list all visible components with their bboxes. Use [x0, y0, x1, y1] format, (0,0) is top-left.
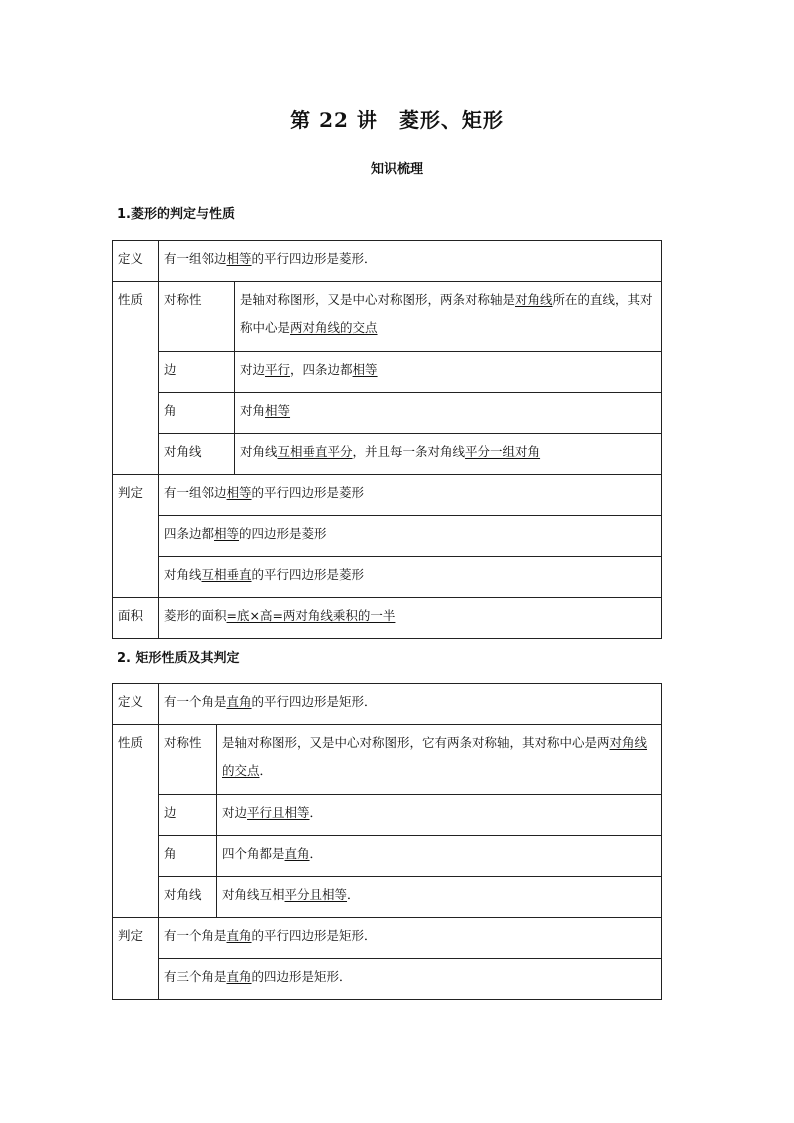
- diagonal-text: 对角线互相平分且相等．: [217, 877, 662, 918]
- side-text: 对边平行，四条边都相等: [235, 352, 662, 393]
- table-row: [113, 877, 662, 918]
- property-label: 性质: [113, 282, 159, 475]
- table-row: [113, 352, 662, 393]
- side-label: 边: [159, 795, 217, 836]
- section-title-rectangle: 2. 矩形性质及其判定: [117, 651, 240, 666]
- diagonal-text: 对角线互相垂直平分，并且每一条对角线平分一组对角: [235, 434, 662, 475]
- judgement-label: 判定: [113, 918, 159, 1000]
- judgement-text-1: 有一组邻边相等的平行四边形是菱形: [159, 475, 662, 516]
- page-subtitle: 知识梳理: [370, 162, 423, 177]
- table-row: [113, 434, 662, 475]
- page-title: 第 22 讲 菱形、矩形: [290, 108, 504, 132]
- symmetry-text: 是轴对称图形，又是中心对称图形，它有两条对称轴，其对称中心是两对角线的交点．: [217, 725, 662, 795]
- judgement-text-3: 对角线互相垂直的平行四边形是菱形: [159, 557, 662, 598]
- symmetry-label: 对称性: [159, 725, 217, 795]
- angle-text: 四个角都是直角．: [217, 836, 662, 877]
- definition-label: 定义: [113, 241, 159, 282]
- table-row: [113, 598, 662, 639]
- section-title-rhombus: 1.菱形的判定与性质: [117, 207, 235, 222]
- symmetry-text: 是轴对称图形，又是中心对称图形，两条对称轴是对角线所在的直线，其对称中心是两对角线的交点: [235, 282, 662, 352]
- definition-text: 有一个角是直角的平行四边形是矩形．: [159, 684, 662, 725]
- table-row: [113, 795, 662, 836]
- table-row: [113, 475, 662, 516]
- table-row: [113, 918, 662, 959]
- side-label: 边: [159, 352, 235, 393]
- angle-label: 角: [159, 393, 235, 434]
- side-text: 对边平行且相等．: [217, 795, 662, 836]
- table-row: [113, 393, 662, 434]
- property-label: 性质: [113, 725, 159, 918]
- definition-text: 有一组邻边相等的平行四边形是菱形．: [159, 241, 662, 282]
- rhombus-table: [112, 240, 662, 639]
- area-text: 菱形的面积=底×高=两对角线乘积的一半: [159, 598, 662, 639]
- angle-text: 对角相等: [235, 393, 662, 434]
- symmetry-label: 对称性: [159, 282, 235, 352]
- judgement-text-2: 四条边都相等的四边形是菱形: [159, 516, 662, 557]
- table-row: [113, 516, 662, 557]
- table-row: [113, 725, 662, 795]
- diagonal-label: 对角线: [159, 434, 235, 475]
- judgement-text-1: 有一个角是直角的平行四边形是矩形．: [159, 918, 662, 959]
- judgement-text-2: 有三个角是直角的四边形是矩形．: [159, 959, 662, 1000]
- rectangle-table: [112, 683, 662, 1000]
- table-row: [113, 836, 662, 877]
- table-row: [113, 282, 662, 352]
- angle-label: 角: [159, 836, 217, 877]
- area-label: 面积: [113, 598, 159, 639]
- diagonal-label: 对角线: [159, 877, 217, 918]
- table-row: [113, 959, 662, 1000]
- table-row: [113, 557, 662, 598]
- definition-label: 定义: [113, 684, 159, 725]
- table-row: [113, 684, 662, 725]
- table-row: [113, 241, 662, 282]
- judgement-label: 判定: [113, 475, 159, 598]
